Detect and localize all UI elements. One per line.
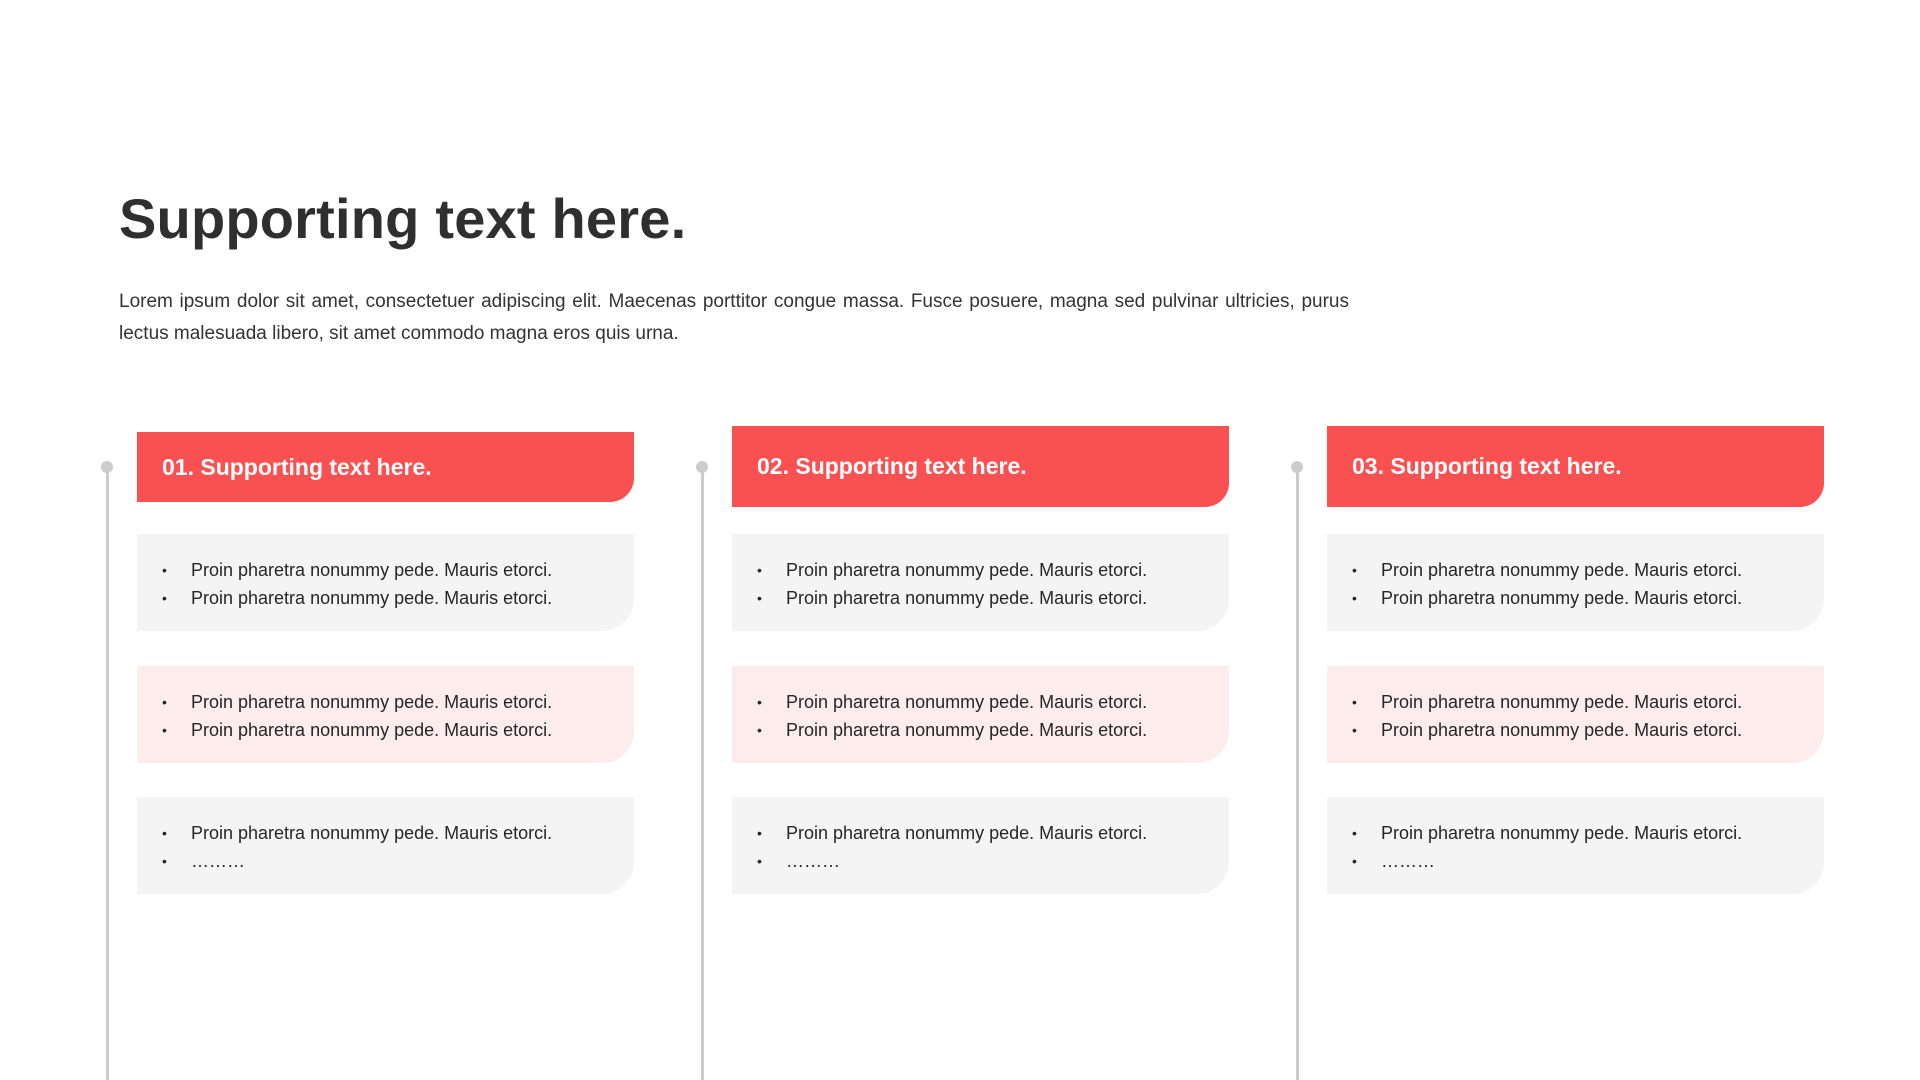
list-item: [162, 819, 634, 847]
list-item-text: Proin pharetra nonummy pede. Mauris etorci.: [191, 692, 553, 712]
bullet-icon: •: [1352, 722, 1357, 738]
bullet-icon: •: [1352, 825, 1357, 841]
list-item: [1352, 584, 1824, 612]
list-item-text: Proin pharetra nonummy pede. Mauris etorci.: [1381, 588, 1743, 608]
list-item-text: Proin pharetra nonummy pede. Mauris etorci.: [191, 823, 553, 843]
bullet-icon: •: [1352, 853, 1357, 869]
list-item: [1352, 556, 1824, 584]
column-header: [1327, 426, 1824, 507]
bullet-icon: •: [757, 562, 762, 578]
list-item: [757, 716, 1229, 744]
list-item: [162, 688, 634, 716]
list-item: [1352, 819, 1824, 847]
bullet-icon: •: [162, 562, 167, 578]
list-item: [1352, 688, 1824, 716]
bullet-box: [1327, 534, 1824, 631]
list-item: [757, 847, 1229, 875]
list-item-text: Proin pharetra nonummy pede. Mauris etorci.: [1381, 560, 1743, 580]
timeline-dot: [1291, 461, 1303, 473]
bullet-box: [137, 797, 634, 894]
bullet-icon: •: [757, 853, 762, 869]
column-header-label: 03. Supporting text here.: [1352, 453, 1622, 479]
column-header-label: 01. Supporting text here.: [162, 453, 432, 480]
bullet-box: [137, 534, 634, 631]
bullet-icon: •: [162, 590, 167, 606]
list-item: [757, 556, 1229, 584]
bullet-icon: •: [162, 722, 167, 738]
list-item: [162, 556, 634, 584]
list-item-text: Proin pharetra nonummy pede. Mauris etorci.: [786, 692, 1148, 712]
column-1: [137, 0, 634, 1080]
list-item: [757, 584, 1229, 612]
intro-paragraph: Lorem ipsum dolor sit amet, consectetuer adipiscing elit. Maecenas porttitor congue massa. Fusce posuere, magna sed pulvinar ultricies, purus lectus malesuada libero, sit amet commodo magna eros quis urna.: [119, 291, 1349, 344]
list-item-text: Proin pharetra nonummy pede. Mauris etorci.: [1381, 720, 1743, 740]
bullet-icon: •: [162, 825, 167, 841]
list-item-text: Proin pharetra nonummy pede. Mauris etorci.: [1381, 823, 1743, 843]
bullet-icon: •: [1352, 590, 1357, 606]
list-item: [162, 847, 634, 875]
timeline-rail: [701, 467, 704, 1080]
timeline-rail: [1296, 467, 1299, 1080]
column-2: [732, 0, 1229, 1080]
list-item-text: Proin pharetra nonummy pede. Mauris etorci.: [786, 588, 1148, 608]
list-item: [1352, 716, 1824, 744]
bullet-icon: •: [757, 825, 762, 841]
list-item: [757, 688, 1229, 716]
bullet-box: [1327, 797, 1824, 894]
bullet-box: [1327, 666, 1824, 763]
bullet-box: [732, 666, 1229, 763]
list-item-text: Proin pharetra nonummy pede. Mauris etorci.: [786, 720, 1148, 740]
list-item-text: Proin pharetra nonummy pede. Mauris etorci.: [191, 588, 553, 608]
bullet-icon: •: [757, 694, 762, 710]
list-item-text: ………: [191, 851, 245, 871]
bullet-box: [732, 797, 1229, 894]
bullet-icon: •: [1352, 562, 1357, 578]
list-item: [162, 584, 634, 612]
list-item-text: ………: [786, 851, 840, 871]
timeline-dot: [101, 461, 113, 473]
bullet-icon: •: [162, 853, 167, 869]
bullet-box: [137, 666, 634, 763]
bullet-icon: •: [757, 590, 762, 606]
list-item: [757, 819, 1229, 847]
page-title: Supporting text here.: [119, 187, 687, 250]
column-3: [1327, 0, 1824, 1080]
list-item-text: ………: [1381, 851, 1435, 871]
list-item: [1352, 847, 1824, 875]
column-header: [137, 432, 634, 502]
list-item-text: Proin pharetra nonummy pede. Mauris etorci.: [1381, 692, 1743, 712]
timeline-rail: [106, 467, 109, 1080]
timeline-dot: [696, 461, 708, 473]
list-item-text: Proin pharetra nonummy pede. Mauris etorci.: [191, 720, 553, 740]
list-item: [162, 716, 634, 744]
column-header: [732, 426, 1229, 507]
list-item-text: Proin pharetra nonummy pede. Mauris etorci.: [191, 560, 553, 580]
list-item-text: Proin pharetra nonummy pede. Mauris etorci.: [786, 823, 1148, 843]
bullet-box: [732, 534, 1229, 631]
list-item-text: Proin pharetra nonummy pede. Mauris etorci.: [786, 560, 1148, 580]
bullet-icon: •: [162, 694, 167, 710]
column-header-label: 02. Supporting text here.: [757, 453, 1027, 479]
bullet-icon: •: [1352, 694, 1357, 710]
bullet-icon: •: [757, 722, 762, 738]
